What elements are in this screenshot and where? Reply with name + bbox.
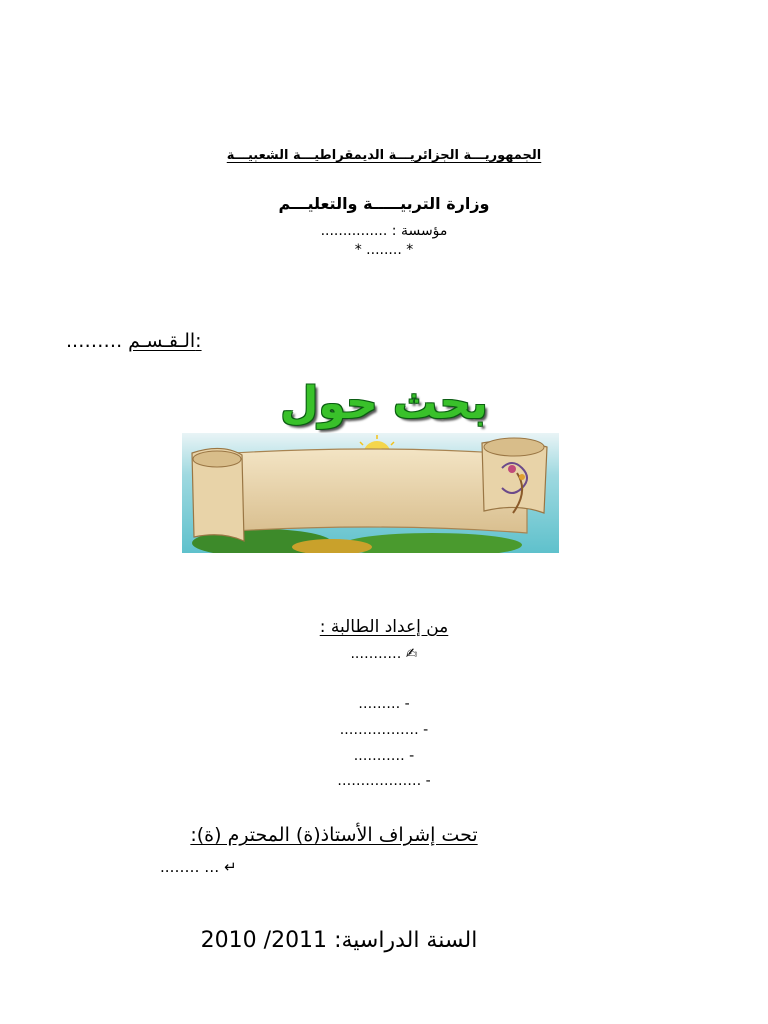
institution-line: مؤسسة : ............... [320,223,448,239]
student-line-5: ……………… - [337,773,431,789]
supervision-label: تحت إشراف الأستاذ(ة) المحترم (ة): [190,824,478,846]
section-label: الـقـسـم: [128,330,202,352]
school-year [0,928,678,953]
prepared-by-label: من إعداد الطالبة : [319,617,449,637]
stars-line: * ........ * [354,242,414,258]
ministry-header: وزارة التربيـــــة والتعليـــم [278,194,490,213]
student-line-4: ..……… - [353,748,415,764]
student-line-3: ..…………… - [339,722,429,738]
school-year-value: 2010 /2011 [200,928,328,953]
student-line-2: ……… - [358,696,410,712]
student-line-1: ..……… ✍ [350,646,418,662]
document-title: بحث حول [280,378,488,429]
republic-header: الجمهوريـــة الجزائريـــة الديمقراطيـــة الشعبيـــة [226,148,542,163]
parchment-scroll-image [182,433,559,553]
section-value: ..……. [66,330,123,352]
supervisor-name-line: ..…… … ↵ [160,858,237,876]
section-field [66,330,202,352]
school-year-label: السنة الدراسية: [334,928,478,953]
